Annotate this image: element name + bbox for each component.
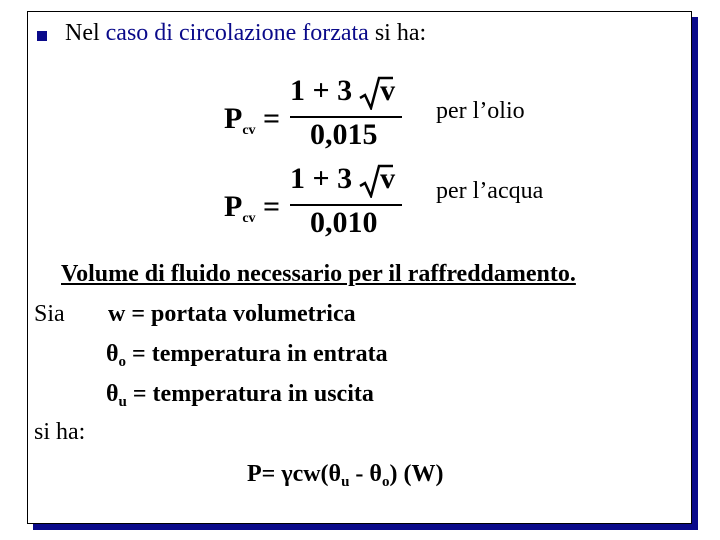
eq1-sqrt-icon [359, 76, 393, 110]
intro-highlight: caso di circolazione forzata [105, 20, 369, 46]
section-heading: Volume di fluido necessario per il raffreddamento. [61, 261, 576, 287]
intro-prefix: Nel [65, 20, 106, 46]
sia-label: Sia [34, 301, 65, 327]
si-ha-label: si ha: [34, 419, 86, 445]
intro-line [65, 20, 426, 47]
eq2-note: per l’acqua [436, 178, 544, 204]
slide-panel [27, 11, 692, 524]
eq1-lhs: $P_{cv}$ = [224, 102, 281, 138]
def-w: w = portata volumetrica [108, 301, 356, 327]
eq1-numerator: 1 + 3 v [290, 74, 396, 107]
eq2-lhs: $P_{cv}$ = [224, 190, 281, 226]
eq2-denominator: 0,010 [310, 206, 378, 239]
eq2-numerator: 1 + 3 v [290, 162, 396, 195]
eq1-note: per l’olio [436, 98, 525, 124]
intro-suffix: si ha: [368, 20, 427, 46]
eq1-denominator: 0,015 [310, 118, 378, 151]
bullet-square-icon [37, 31, 47, 41]
eq2-sqrt-icon [359, 164, 393, 198]
def-theta-u: $\theta_u$ = temperatura in uscita [106, 381, 374, 410]
def-theta-o: $\theta_o$ = temperatura in entrata [106, 341, 388, 370]
final-formula: $P= \gamma cw(\theta_u - \theta_o)$ (W) [247, 461, 444, 490]
